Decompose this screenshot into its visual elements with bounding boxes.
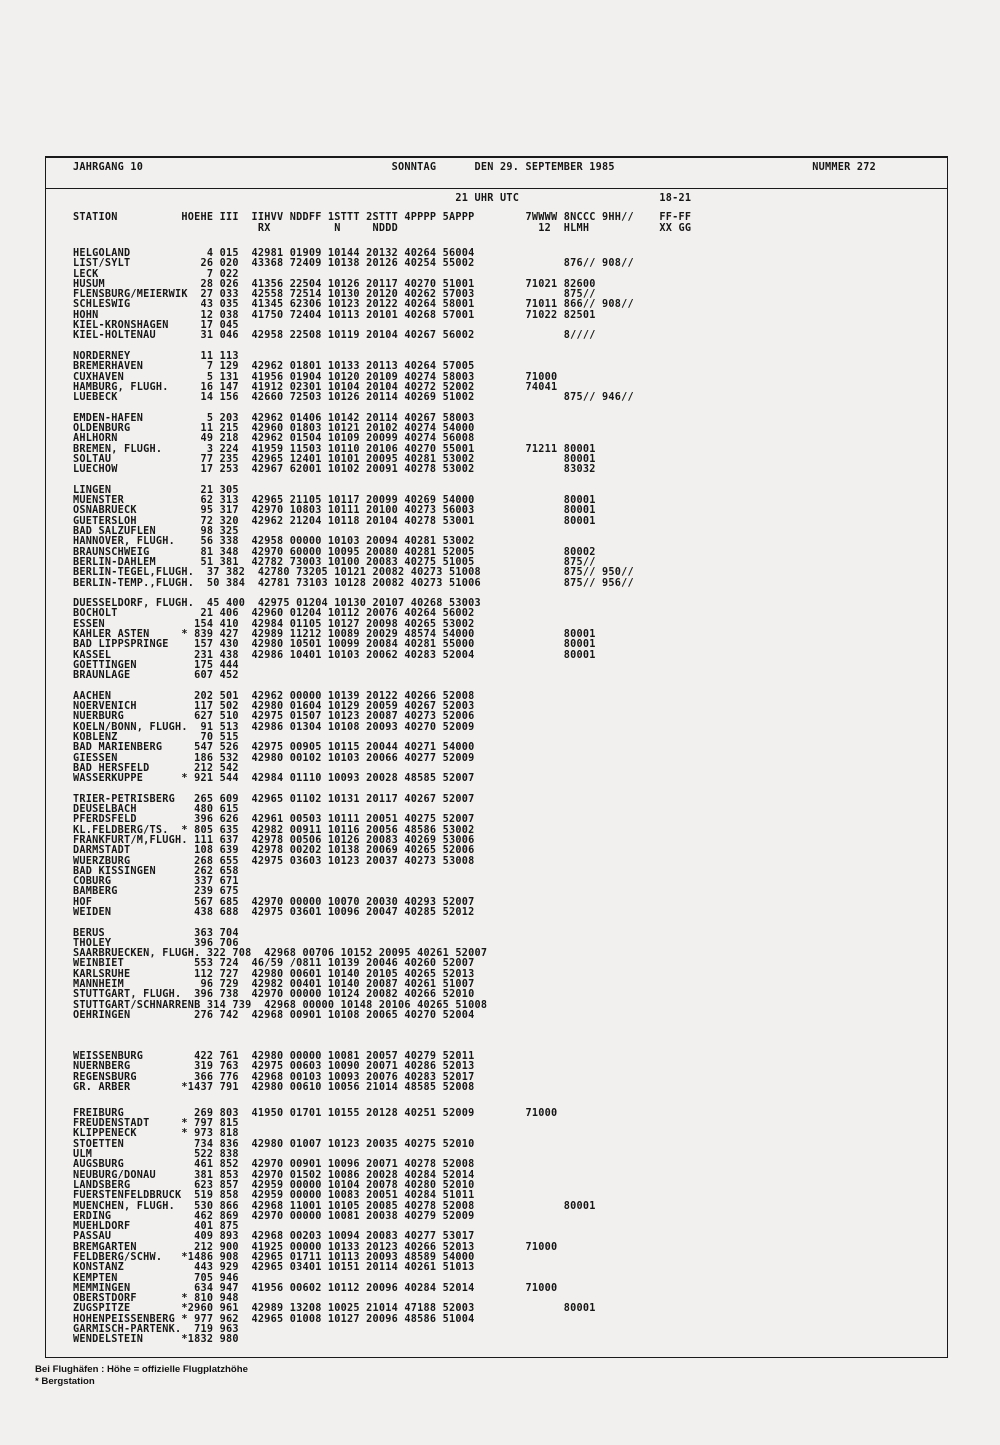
table-row: BAD KISSINGEN 262 658 [73,865,239,877]
station-observation-table [73,249,634,1346]
masthead-line: JAHRGANG 10 SONNTAG DEN 29. SEPTEMBER 1985 NUMMER 272 [73,162,877,173]
table-row: BAD LIPPSPRINGE 157 430 42980 10501 10099 20084 40281 55000 80001 [73,639,596,651]
table-row: DEUSELBACH 480 615 [73,804,239,816]
table-row: HOHENPEISSENBERG * 977 962 42965 01008 10127 20096 48586 51004 [73,1313,475,1325]
table-row: SAARBRUECKEN, FLUGH. 322 708 42968 00706 10152 20095 40261 52007 [73,948,488,960]
table-row: BREMEN, FLUGH. 3 224 41959 11503 10110 20106 40270 55001 71211 80001 [73,443,596,455]
table-row: HOF 567 685 42970 00000 10070 20030 40293 52007 [73,896,475,908]
table-row: ZUGSPITZE *2960 961 42989 13208 10025 21014 47188 52003 80001 [73,1303,596,1315]
table-row: NEUBURG/DONAU 381 853 42970 01502 10086 20028 40284 52014 [73,1169,475,1181]
table-row: PASSAU 409 893 42968 00203 10094 20083 40277 53017 [73,1231,475,1243]
table-row: NUERNBERG 319 763 42975 00603 10090 20071 40286 52013 [73,1061,475,1073]
table-row: LUECHOW 17 253 42967 62001 10102 20091 40278 53002 83032 [73,464,596,476]
table-row: BERLIN-TEGEL,FLUGH. 37 382 42780 73205 10121 20082 40273 51008 875// 950// [73,567,634,579]
table-row: HOHN 12 038 41750 72404 10113 20101 40268 57001 71022 82501 [73,309,596,321]
table-row: ESSEN 154 410 42984 01105 10127 20098 40265 53002 [73,618,475,630]
table-row: STUTTGART, FLUGH. 396 738 42970 00000 10124 20082 40266 52010 [73,989,475,1001]
table-row: BAMBERG 239 675 [73,886,239,898]
table-row: WENDELSTEIN *1832 980 [73,1334,239,1346]
table-row: HANNOVER, FLUGH. 56 338 42958 00000 10103 20094 40281 53002 [73,536,475,548]
table-row: FREUDENSTADT * 797 815 [73,1118,239,1130]
table-row: MUENCHEN, FLUGH. 530 866 42968 11001 10105 20085 40278 52008 80001 [73,1200,596,1212]
table-row: CUXHAVEN 5 131 41956 01904 10120 20109 40274 58003 71000 [73,371,558,383]
table-row: OEHRINGEN 276 742 42968 00901 10108 20065 40270 52004 [73,1009,475,1021]
table-row: MUEHLDORF 401 875 [73,1221,239,1233]
table-row: OLDENBURG 11 215 42960 01803 10121 20102 40274 54000 [73,423,475,435]
station-group [73,692,634,785]
column-header-line-1: STATION HOEHE III IIHVV NDDFF 1STTT 2STTT 4PPPP 5APPP 7WWWW 8NCCC 9HH// FF-FF [73,212,692,223]
table-row: BOCHOLT 21 406 42960 01204 10112 20076 40264 56002 [73,608,475,620]
table-row: FREIBURG 269 803 41950 01701 10155 20128 40251 52009 71000 [73,1107,558,1119]
table-row: LUEBECK 14 156 42660 72503 10126 20114 40269 51002 875// 946// [73,392,634,404]
station-group [73,414,634,476]
table-row: TRIER-PETRISBERG 265 609 42965 01102 10131 20117 40267 52007 [73,793,475,805]
station-group [73,599,634,681]
table-row: WUERZBURG 268 655 42975 03603 10123 20037 40273 53008 [73,855,475,867]
table-row: LINGEN 21 305 [73,484,239,496]
table-row: BRAUNLAGE 607 452 [73,670,239,682]
table-row: ERDING 462 869 42970 00000 10081 20038 40279 52009 [73,1210,475,1222]
table-row: BERUS 363 704 [73,927,239,939]
table-row: KIEL-KRONSHAGEN 17 045 [73,320,239,332]
table-row: STOETTEN 734 836 42980 01007 10123 20035 40275 52010 [73,1138,475,1150]
table-row: AACHEN 202 501 42962 00000 10139 20122 40266 52008 [73,690,475,702]
table-row: NOERVENICH 117 502 42980 01604 10129 20059 40267 52003 [73,701,475,713]
table-row: AUGSBURG 461 852 42970 00901 10096 20071 40278 52008 [73,1159,475,1171]
table-row: BAD SALZUFLEN 98 325 [73,526,239,538]
table-row: BRAUNSCHWEIG 81 348 42970 60000 10095 20080 40281 52005 80002 [73,546,596,558]
station-group [73,1109,634,1346]
table-row: STUTTGART/SCHNARRENB 314 739 42968 00000 10148 20106 40265 51008 [73,999,488,1011]
column-header-line-2: RX N NDDD 12 HLMH XX GG [73,223,692,234]
table-row: SOLTAU 77 235 42965 12401 10101 20095 40281 53002 80001 [73,453,596,465]
table-row: KOBLENZ 70 515 [73,731,239,743]
table-row: WASSERKUPPE * 921 544 42984 01110 10093 20028 48585 52007 [73,773,475,785]
table-row: AHLHORN 49 218 42962 01504 10109 20099 40274 56008 [73,433,475,445]
table-row: MUENSTER 62 313 42965 21105 10117 20099 40269 54000 80001 [73,495,596,507]
station-group [73,929,634,1022]
station-group [73,486,634,589]
table-row: KARLSRUHE 112 727 42980 00601 10140 20105 40265 52013 [73,968,475,980]
table-row: KLIPPENECK * 973 818 [73,1128,239,1140]
table-row: FUERSTENFELDBRUCK 519 858 42959 00000 10083 20051 40284 51011 [73,1190,475,1202]
table-row: NUERBURG 627 510 42975 01507 10123 20087 40273 52006 [73,711,475,723]
table-row: KOELN/BONN, FLUGH. 91 513 42986 01304 10108 20093 40270 52009 [73,721,475,733]
bulletin-frame [45,156,948,1358]
table-row: COBURG 337 671 [73,876,239,888]
table-row: DARMSTADT 108 639 42978 00202 10138 20069 40265 52006 [73,845,475,857]
table-row: BAD HERSFELD 212 542 [73,762,239,774]
table-row: HUSUM 28 026 41356 22504 10126 20117 40270 51001 71021 82600 [73,278,596,290]
table-row: FELDBERG/SCHW. *1486 908 42965 01711 10113 20093 48589 54000 [73,1252,475,1263]
table-row: LANDSBERG 623 857 42959 00000 10104 20078 40280 52010 [73,1179,475,1191]
table-row: LIST/SYLT 26 020 43368 72409 10138 20126 40254 55002 876// 908// [73,258,634,270]
table-row: OSNABRUECK 95 317 42970 10803 10111 20100 40273 56003 80001 [73,505,596,517]
table-row: WEIDEN 438 688 42975 03601 10096 20047 40285 52012 [73,907,475,918]
table-row: GOETTINGEN 175 444 [73,659,239,671]
table-row: HAMBURG, FLUGH. 16 147 41912 02301 10104 20104 40272 52002 74041 [73,381,558,393]
table-row: REGENSBURG 366 776 42968 00103 10093 20076 40283 52017 [73,1071,475,1083]
table-row: THOLEY 396 706 [73,937,239,949]
station-group [73,249,634,342]
table-row: WEISSENBURG 422 761 42980 00000 10081 20057 40279 52011 [73,1051,475,1063]
table-row: GARMISCH-PARTENK. 719 963 [73,1324,239,1336]
table-row: BERLIN-TEMP.,FLUGH. 50 384 42781 73103 10128 20082 40273 51006 875// 956// [73,577,634,589]
table-row: MANNHEIM 96 729 42982 00401 10140 20087 40261 51007 [73,979,475,991]
table-row: OBERSTDORF * 810 948 [73,1293,239,1305]
masthead-divider [46,188,947,189]
table-row: ULM 522 838 [73,1149,239,1161]
table-row: EMDEN-HAFEN 5 203 42962 01406 10142 20114 40267 58003 [73,412,475,424]
station-group [73,795,634,919]
table-row: BREMGARTEN 212 900 41925 00000 10133 20123 40266 52013 71000 [73,1241,558,1253]
table-row: KAHLER ASTEN * 839 427 42989 11212 10089 20029 48574 54000 80001 [73,628,596,640]
table-row: FRANKFURT/M,FLUGH. 111 637 42978 00506 10126 20083 40269 53006 [73,834,475,846]
table-row: PFERDSFELD 396 626 42961 00503 10111 20051 40275 52007 [73,814,475,826]
table-row: BERLIN-DAHLEM 51 381 42782 73003 10100 20083 40275 51005 875// [73,556,596,568]
table-row: MEMMINGEN 634 947 41956 00602 10112 20096 40284 52014 71000 [73,1282,558,1294]
table-row: BREMERHAVEN 7 129 42962 01801 10133 20113 40264 57005 [73,361,475,373]
table-row: GR. ARBER *1437 791 42980 00610 10056 21014 48585 52008 [73,1082,475,1094]
table-row: KONSTANZ 443 929 42965 03401 10151 20114 40261 51013 [73,1262,475,1274]
table-row: SCHLESWIG 43 035 41345 62306 10123 20122 40264 58001 71011 866// 908// [73,299,634,311]
table-row: KIEL-HOLTENAU 31 046 42958 22508 10119 20104 40267 56002 8//// [73,330,596,342]
table-row: KEMPTEN 705 946 [73,1272,239,1284]
station-group [73,1052,634,1093]
table-row: WEINBIET 553 724 46/59 /0811 10139 20046 40260 52007 [73,958,475,970]
table-row: FLENSBURG/MEIERWIK 27 033 42558 72514 10130 20120 40262 57003 875// [73,289,596,301]
footnote-airport-heights: Bei Flughäfen : Höhe = offizielle Flugplatzhöhe [35,1364,248,1375]
table-row: KASSEL 231 438 42986 10401 10103 20062 40283 52004 80001 [73,649,596,661]
observation-time-line: 21 UHR UTC 18-21 [73,193,692,204]
station-group [73,352,634,403]
table-row: NORDERNEY 11 113 [73,350,239,362]
table-row: GUETERSLOH 72 320 42962 21204 10118 20104 40278 53001 80001 [73,515,596,527]
table-row: LECK 7 022 [73,268,239,280]
footnote-bergstation: * Bergstation [35,1376,95,1387]
table-row: KL.FELDBERG/TS. * 805 635 42982 00911 10116 20056 48586 53002 [73,824,475,836]
table-row: HELGOLAND 4 015 42981 01909 10144 20132 40264 56004 [73,248,475,259]
table-row: BAD MARIENBERG 547 526 42975 00905 10115 20044 40271 54000 [73,742,475,754]
table-row: DUESSELDORF, FLUGH. 45 400 42975 01204 10130 20107 40268 53003 [73,598,481,610]
table-row: GIESSEN 186 532 42980 00102 10103 20066 40277 52009 [73,752,475,764]
